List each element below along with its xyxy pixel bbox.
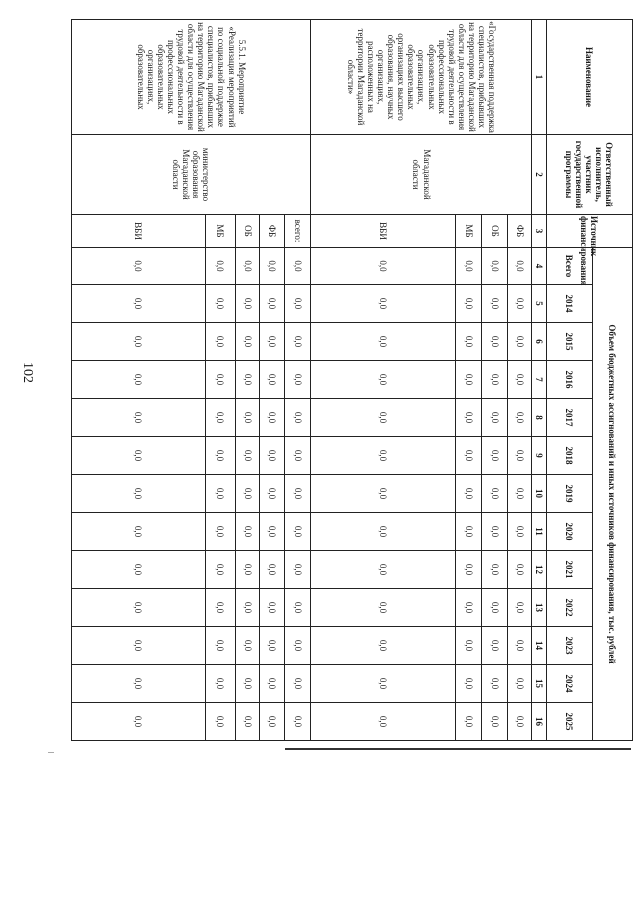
value-cell: 0,0 [456, 285, 482, 323]
header-volume: Объем бюджетных ассигнований и иных источников финансирования, тыс. рублей [592, 248, 632, 741]
value-cell: 0,0 [456, 475, 482, 513]
source-cell: МБ [205, 215, 235, 248]
value-cell: 0,0 [482, 551, 508, 589]
value-cell: 0,0 [260, 361, 285, 399]
header-row-top [592, 20, 632, 741]
page-divider-line [285, 748, 631, 750]
value-cell: 0,0 [508, 285, 532, 323]
value-cell: 0,0 [482, 627, 508, 665]
value-cell: 0,0 [508, 551, 532, 589]
value-cell: 0,0 [72, 627, 206, 665]
value-cell: 0,0 [285, 551, 311, 589]
value-cell: 0,0 [311, 248, 456, 285]
value-cell: 0,0 [260, 399, 285, 437]
value-cell: 0,0 [482, 285, 508, 323]
value-cell: 0,0 [285, 627, 311, 665]
value-cell: 0,0 [72, 703, 206, 741]
value-cell: 0,0 [260, 627, 285, 665]
header-year: 2022 [546, 589, 592, 627]
header-year: 2017 [546, 399, 592, 437]
column-number: 9 [532, 437, 546, 475]
column-number: 16 [532, 703, 546, 741]
column-number: 13 [532, 589, 546, 627]
value-cell: 0,0 [456, 513, 482, 551]
value-cell: 0,0 [235, 248, 259, 285]
value-cell: 0,0 [205, 285, 235, 323]
value-cell: 0,0 [508, 589, 532, 627]
header-year: 2024 [546, 665, 592, 703]
value-cell: 0,0 [482, 513, 508, 551]
value-cell: 0,0 [235, 589, 259, 627]
value-cell: 0,0 [285, 248, 311, 285]
value-cell: 0,0 [285, 475, 311, 513]
header-year: 2021 [546, 551, 592, 589]
value-cell: 0,0 [482, 248, 508, 285]
value-cell: 0,0 [285, 323, 311, 361]
column-number: 15 [532, 665, 546, 703]
source-cell: ФБ [508, 215, 532, 248]
value-cell: 0,0 [311, 703, 456, 741]
value-cell: 0,0 [508, 513, 532, 551]
value-cell: 0,0 [456, 665, 482, 703]
column-number: 3 [532, 215, 546, 248]
value-cell: 0,0 [205, 551, 235, 589]
value-cell: 0,0 [72, 551, 206, 589]
value-cell: 0,0 [508, 248, 532, 285]
value-cell: 0,0 [205, 665, 235, 703]
value-cell: 0,0 [235, 475, 259, 513]
value-cell: 0,0 [482, 437, 508, 475]
value-cell: 0,0 [311, 285, 456, 323]
value-cell: 0,0 [311, 323, 456, 361]
value-cell: 0,0 [456, 399, 482, 437]
value-cell: 0,0 [72, 513, 206, 551]
page-number: 102 [20, 362, 35, 383]
source-cell: ОБ [482, 215, 508, 248]
value-cell: 0,0 [285, 437, 311, 475]
header-year: 2025 [546, 703, 592, 741]
column-number: 11 [532, 513, 546, 551]
source-cell: ВБИ [72, 215, 206, 248]
header-year: 2016 [546, 361, 592, 399]
value-cell: 0,0 [72, 323, 206, 361]
value-cell: 0,0 [482, 361, 508, 399]
column-number: 4 [532, 248, 546, 285]
source-cell: всего: [285, 215, 311, 248]
header-year: 2015 [546, 323, 592, 361]
value-cell: 0,0 [508, 475, 532, 513]
header-year: 2023 [546, 627, 592, 665]
header-source: Источник финансирования [546, 215, 632, 248]
value-cell: 0,0 [508, 703, 532, 741]
value-cell: 0,0 [205, 361, 235, 399]
value-cell: 0,0 [260, 475, 285, 513]
header-total: Всего [546, 248, 592, 285]
header-executor: Ответственный исполнитель, участник государственной программы [546, 135, 632, 215]
value-cell: 0,0 [235, 513, 259, 551]
value-cell: 0,0 [482, 665, 508, 703]
value-cell: 0,0 [311, 475, 456, 513]
value-cell: 0,0 [72, 437, 206, 475]
value-cell: 0,0 [456, 589, 482, 627]
value-cell: 0,0 [456, 361, 482, 399]
column-number: 7 [532, 361, 546, 399]
value-cell: 0,0 [260, 437, 285, 475]
value-cell: 0,0 [285, 703, 311, 741]
value-cell: 0,0 [285, 399, 311, 437]
table-row [508, 20, 532, 741]
value-cell: 0,0 [311, 513, 456, 551]
value-cell: 0,0 [482, 475, 508, 513]
header-year: 2020 [546, 513, 592, 551]
value-cell: 0,0 [456, 551, 482, 589]
value-cell: 0,0 [260, 248, 285, 285]
header-year: 2019 [546, 475, 592, 513]
value-cell: 0,0 [72, 589, 206, 627]
value-cell: 0,0 [205, 627, 235, 665]
header-name: Наименование [546, 20, 632, 135]
value-cell: 0,0 [235, 437, 259, 475]
value-cell: 0,0 [456, 323, 482, 361]
value-cell: 0,0 [235, 361, 259, 399]
value-cell: 0,0 [235, 285, 259, 323]
value-cell: 0,0 [311, 665, 456, 703]
value-cell: 0,0 [456, 703, 482, 741]
value-cell: 0,0 [205, 475, 235, 513]
value-cell: 0,0 [205, 589, 235, 627]
value-cell: 0,0 [72, 475, 206, 513]
value-cell: 0,0 [285, 361, 311, 399]
value-cell: 0,0 [456, 248, 482, 285]
value-cell: 0,0 [311, 361, 456, 399]
value-cell: 0,0 [508, 437, 532, 475]
value-cell: 0,0 [72, 361, 206, 399]
measure-name-cell: 5.5.1. Мероприятие «Реализация мероприятий по социальной поддержке специалистов, прибывших на территорию Магаданской области для осуществления трудовой деятельности в профессиональных образовательных организациях, образовательных [72, 20, 311, 135]
column-number: 12 [532, 551, 546, 589]
executor-cell: Магаданской области [311, 135, 532, 215]
value-cell: 0,0 [508, 399, 532, 437]
value-cell: 0,0 [311, 437, 456, 475]
executor-cell: министерство образования Магаданской области [72, 135, 311, 215]
source-cell: ФБ [260, 215, 285, 248]
value-cell: 0,0 [235, 627, 259, 665]
value-cell: 0,0 [260, 513, 285, 551]
value-cell: 0,0 [235, 323, 259, 361]
value-cell: 0,0 [311, 399, 456, 437]
value-cell: 0,0 [235, 551, 259, 589]
value-cell: 0,0 [508, 361, 532, 399]
value-cell: 0,0 [205, 513, 235, 551]
value-cell: 0,0 [72, 285, 206, 323]
value-cell: 0,0 [205, 248, 235, 285]
value-cell: 0,0 [482, 589, 508, 627]
value-cell: 0,0 [456, 627, 482, 665]
value-cell: 0,0 [285, 589, 311, 627]
value-cell: 0,0 [72, 248, 206, 285]
value-cell: 0,0 [205, 399, 235, 437]
value-cell: 0,0 [260, 703, 285, 741]
scan-mark [48, 752, 54, 753]
column-number: 1 [532, 20, 546, 135]
value-cell: 0,0 [508, 665, 532, 703]
value-cell: 0,0 [205, 323, 235, 361]
source-cell: ОБ [235, 215, 259, 248]
value-cell: 0,0 [72, 399, 206, 437]
table-row [285, 20, 311, 741]
value-cell: 0,0 [482, 323, 508, 361]
value-cell: 0,0 [311, 627, 456, 665]
column-number: 6 [532, 323, 546, 361]
column-number: 5 [532, 285, 546, 323]
program-name-cell: «Государственная поддержка специалистов, прибывших на территорию Магаданской области для осуществления трудовой деятельности в профессиональных образовательных организациях, образовательных организациях высшего образования, научных организациях, расположенных на территории Магаданской области» [311, 20, 532, 135]
column-number: 8 [532, 399, 546, 437]
rotated-table-wrapper [71, 19, 633, 740]
source-cell: ВБИ [311, 215, 456, 248]
value-cell: 0,0 [72, 665, 206, 703]
value-cell: 0,0 [260, 589, 285, 627]
value-cell: 0,0 [508, 627, 532, 665]
budget-table [71, 19, 633, 741]
value-cell: 0,0 [482, 703, 508, 741]
source-cell: МБ [456, 215, 482, 248]
column-number-row [532, 20, 546, 741]
value-cell: 0,0 [235, 399, 259, 437]
value-cell: 0,0 [260, 323, 285, 361]
column-number: 10 [532, 475, 546, 513]
value-cell: 0,0 [260, 551, 285, 589]
value-cell: 0,0 [260, 285, 285, 323]
value-cell: 0,0 [235, 703, 259, 741]
header-year: 2018 [546, 437, 592, 475]
header-year: 2014 [546, 285, 592, 323]
value-cell: 0,0 [311, 589, 456, 627]
value-cell: 0,0 [456, 437, 482, 475]
value-cell: 0,0 [260, 665, 285, 703]
value-cell: 0,0 [285, 665, 311, 703]
value-cell: 0,0 [205, 437, 235, 475]
value-cell: 0,0 [285, 285, 311, 323]
value-cell: 0,0 [311, 551, 456, 589]
column-number: 2 [532, 135, 546, 215]
value-cell: 0,0 [205, 703, 235, 741]
column-number: 14 [532, 627, 546, 665]
value-cell: 0,0 [285, 513, 311, 551]
value-cell: 0,0 [482, 399, 508, 437]
value-cell: 0,0 [235, 665, 259, 703]
value-cell: 0,0 [508, 323, 532, 361]
